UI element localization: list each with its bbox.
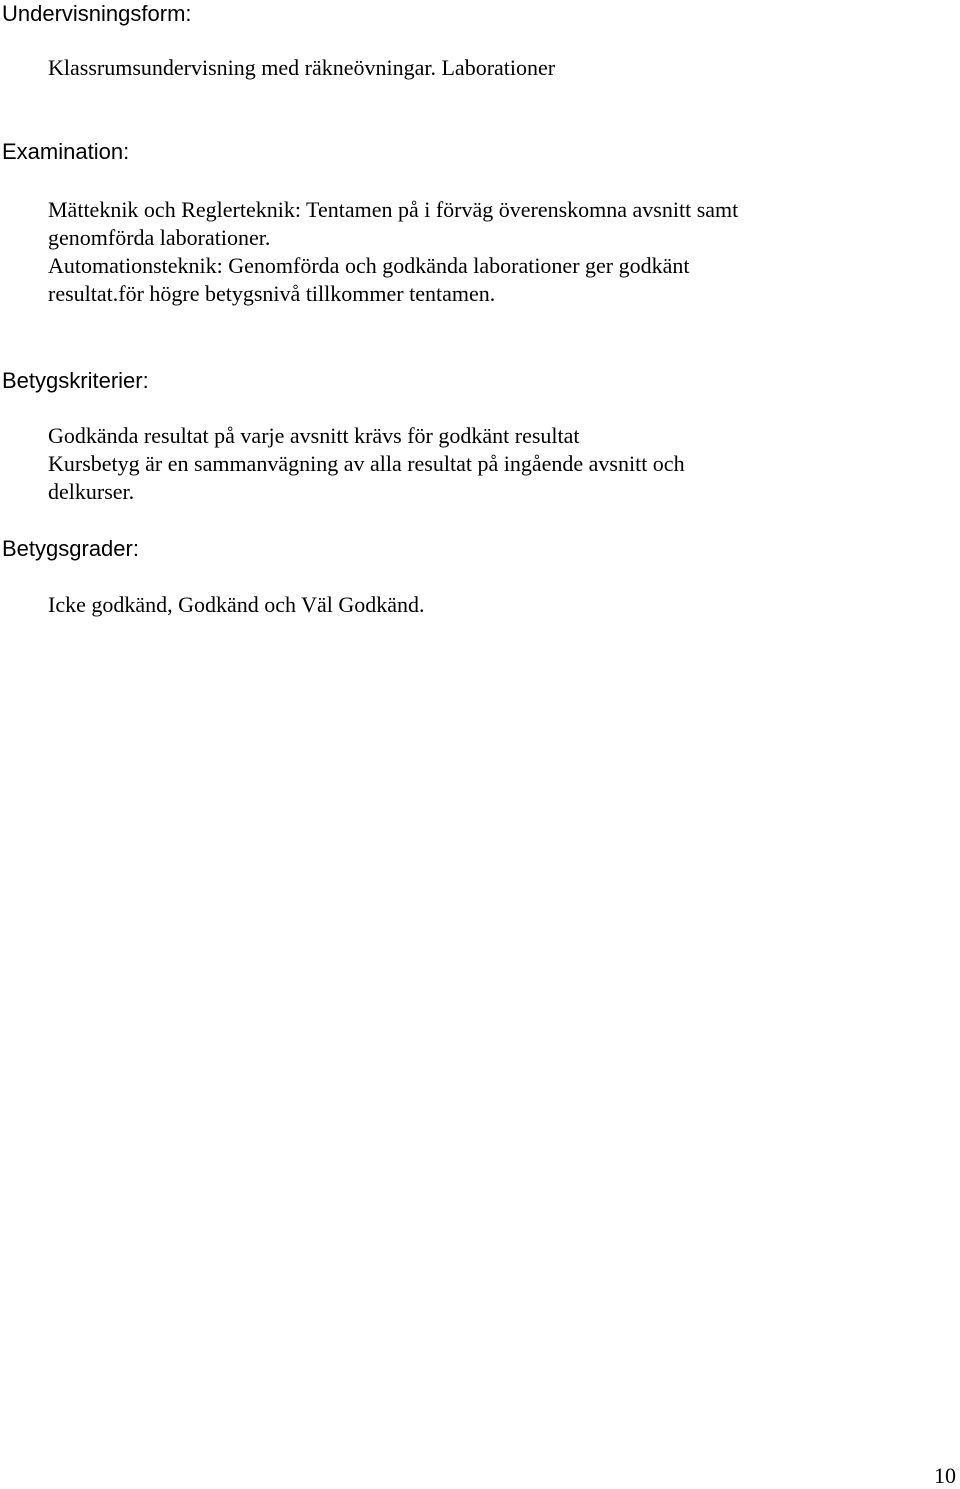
betygsgrader-text: Icke godkänd, Godkänd och Väl Godkänd. bbox=[48, 592, 425, 617]
heading-examination: Examination: bbox=[2, 139, 130, 164]
heading-betygskriterier: Betygskriterier: bbox=[2, 368, 149, 393]
examination-line-4: resultat.för högre betygsnivå tillkommer tentamen. bbox=[48, 281, 496, 306]
heading-betygsgrader: Betygsgrader: bbox=[2, 536, 139, 561]
heading-undervisningsform: Undervisningsform: bbox=[2, 1, 192, 26]
betygskriterier-line-2: Kursbetyg är en sammanvägning av alla resultat på ingående avsnitt och bbox=[48, 451, 685, 476]
betygskriterier-line-1: Godkända resultat på varje avsnitt krävs för godkänt resultat bbox=[48, 423, 580, 448]
page-number: 10 bbox=[934, 1463, 956, 1488]
betygskriterier-line-3: delkurser. bbox=[48, 479, 135, 504]
examination-line-2: genomförda laborationer. bbox=[48, 225, 271, 250]
examination-line-1: Mätteknik och Reglerteknik: Tentamen på i förväg överenskomna avsnitt samt bbox=[48, 197, 739, 222]
examination-line-3: Automationsteknik: Genomförda och godkända laborationer ger godkänt bbox=[48, 253, 690, 278]
undervisningsform-text: Klassrumsundervisning med räkneövningar. Laborationer bbox=[48, 55, 556, 80]
